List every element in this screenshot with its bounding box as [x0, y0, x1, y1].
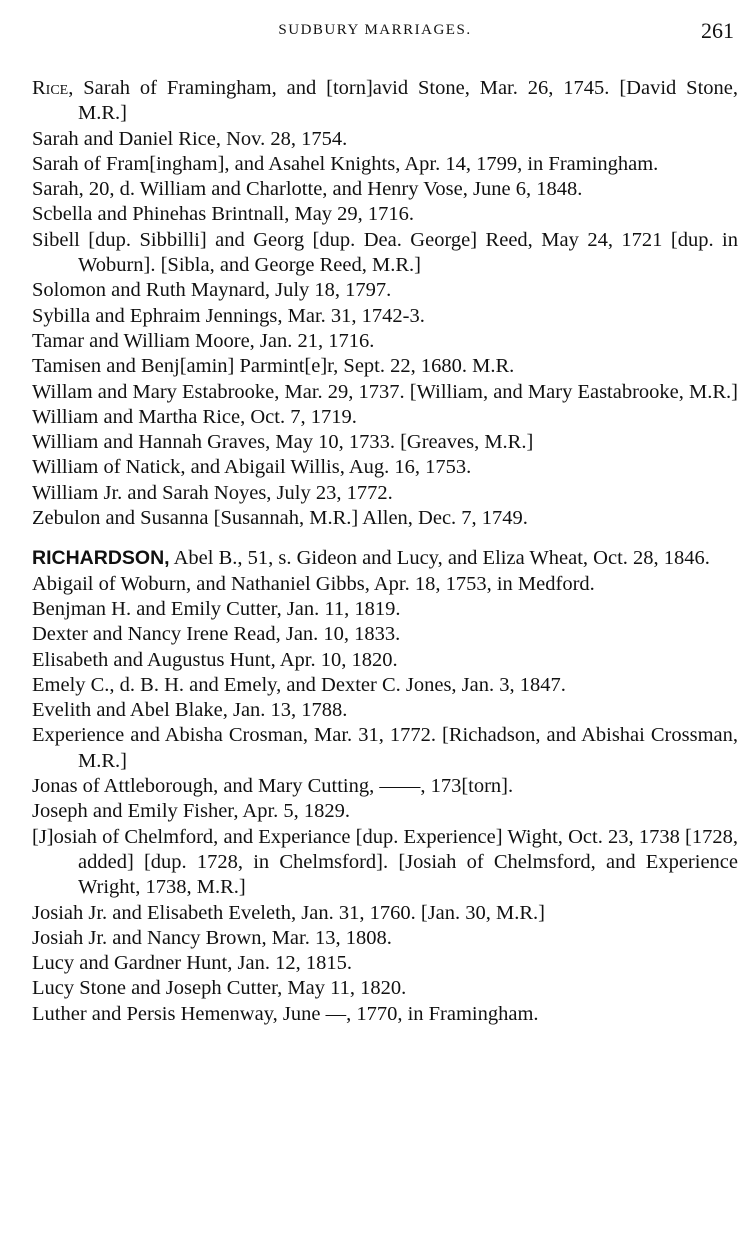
page-header: [0, 18, 750, 48]
list-item: Emely C., d. B. H. and Emely, and Dexter C. Jones, Jan. 3, 1847.: [32, 673, 566, 696]
entry-text: Abel B., 51, s. Gideon and Lucy, and Eliza Wheat, Oct. 28, 1846.: [173, 547, 710, 570]
list-item: Sybilla and Ephraim Jennings, Mar. 31, 1742-3.: [32, 304, 425, 327]
list-item: Sarah, 20, d. William and Charlotte, and Henry Vose, June 6, 1848.: [32, 178, 583, 201]
running-title: SUDBURY MARRIAGES.: [278, 22, 472, 38]
list-item: [J]osiah of Chelmford, and Experiance [dup. Experience] Wight, Oct. 23, 1738 [1728, added] [dup. 1728, in Chelmsford]. [Josiah of Chelmsford, and Experience Wright, 1738, M.R.]: [32, 825, 738, 899]
list-item: Joseph and Emily Fisher, Apr. 5, 1829.: [32, 800, 351, 823]
list-item: Tamisen and Benj[amin] Parmint[e]r, Sept. 22, 1680. M.R.: [32, 355, 515, 378]
list-item: William and Hannah Graves, May 10, 1733. [Greaves, M.R.]: [32, 431, 534, 454]
list-item: Experience and Abisha Crosman, Mar. 31, 1772. [Richadson, and Abishai Crossman, M.R.]: [32, 724, 738, 772]
marriage-entries: [32, 76, 738, 1027]
list-item: Scbella and Phinehas Brintnall, May 29, 1716.: [32, 203, 415, 226]
entry-text: Sarah of Framingham, and [torn]avid Stone, Mar. 26, 1745. [David Stone, M.R.]: [78, 77, 738, 125]
list-item: Elisabeth and Augustus Hunt, Apr. 10, 1820.: [32, 648, 398, 671]
list-item: Dexter and Nancy Irene Read, Jan. 10, 1833.: [32, 623, 401, 646]
list-item: William of Natick, and Abigail Willis, Aug. 16, 1753.: [32, 456, 472, 479]
entry-richardson-first: [32, 546, 738, 571]
list-item: Willam and Mary Estabrooke, Mar. 29, 1737. [William, and Mary Eastabrooke, M.R.]: [32, 380, 739, 403]
list-item: Sarah and Daniel Rice, Nov. 28, 1754.: [32, 127, 348, 150]
list-item: Luther and Persis Hemenway, June —, 1770, in Framingham.: [32, 1002, 539, 1025]
list-item: Evelith and Abel Blake, Jan. 13, 1788.: [32, 699, 348, 722]
list-item: Zebulon and Susanna [Susannah, M.R.] Allen, Dec. 7, 1749.: [32, 507, 528, 530]
list-item: Jonas of Attleborough, and Mary Cutting, ——, 173[torn].: [32, 775, 514, 798]
list-item: Josiah Jr. and Nancy Brown, Mar. 13, 1808.: [32, 926, 392, 949]
list-item: Solomon and Ruth Maynard, July 18, 1797.: [32, 279, 392, 302]
list-item: Lucy and Gardner Hunt, Jan. 12, 1815.: [32, 952, 352, 975]
list-item: Sibell [dup. Sibbilli] and Georg [dup. Dea. George] Reed, May 24, 1721 [dup. in Woburn]. [Sibla, and George Reed, M.R.]: [32, 228, 738, 277]
list-item: Tamar and William Moore, Jan. 21, 1716.: [32, 329, 375, 352]
list-item: Josiah Jr. and Elisabeth Eveleth, Jan. 31, 1760. [Jan. 30, M.R.]: [32, 901, 546, 924]
list-item: William and Martha Rice, Oct. 7, 1719.: [32, 405, 357, 428]
entry-rice-first: Rice, Sarah of Framingham, and [torn]avid Stone, Mar. 26, 1745. [David Stone, M.R.]: [32, 77, 738, 125]
list-item: Abigail of Woburn, and Nathaniel Gibbs, Apr. 18, 1753, in Medford.: [32, 572, 595, 595]
list-item: Benjman H. and Emily Cutter, Jan. 11, 1819.: [32, 597, 401, 620]
page-number: 261: [701, 18, 734, 43]
list-item: Lucy Stone and Joseph Cutter, May 11, 1820.: [32, 977, 407, 1000]
surname-richardson: RICHARDSON,: [32, 547, 170, 570]
surname-rice: Rice: [32, 77, 69, 99]
list-item: Sarah of Fram[ingham], and Asahel Knights, Apr. 14, 1799, in Framingham.: [32, 152, 659, 175]
list-item: William Jr. and Sarah Noyes, July 23, 1772.: [32, 481, 393, 504]
